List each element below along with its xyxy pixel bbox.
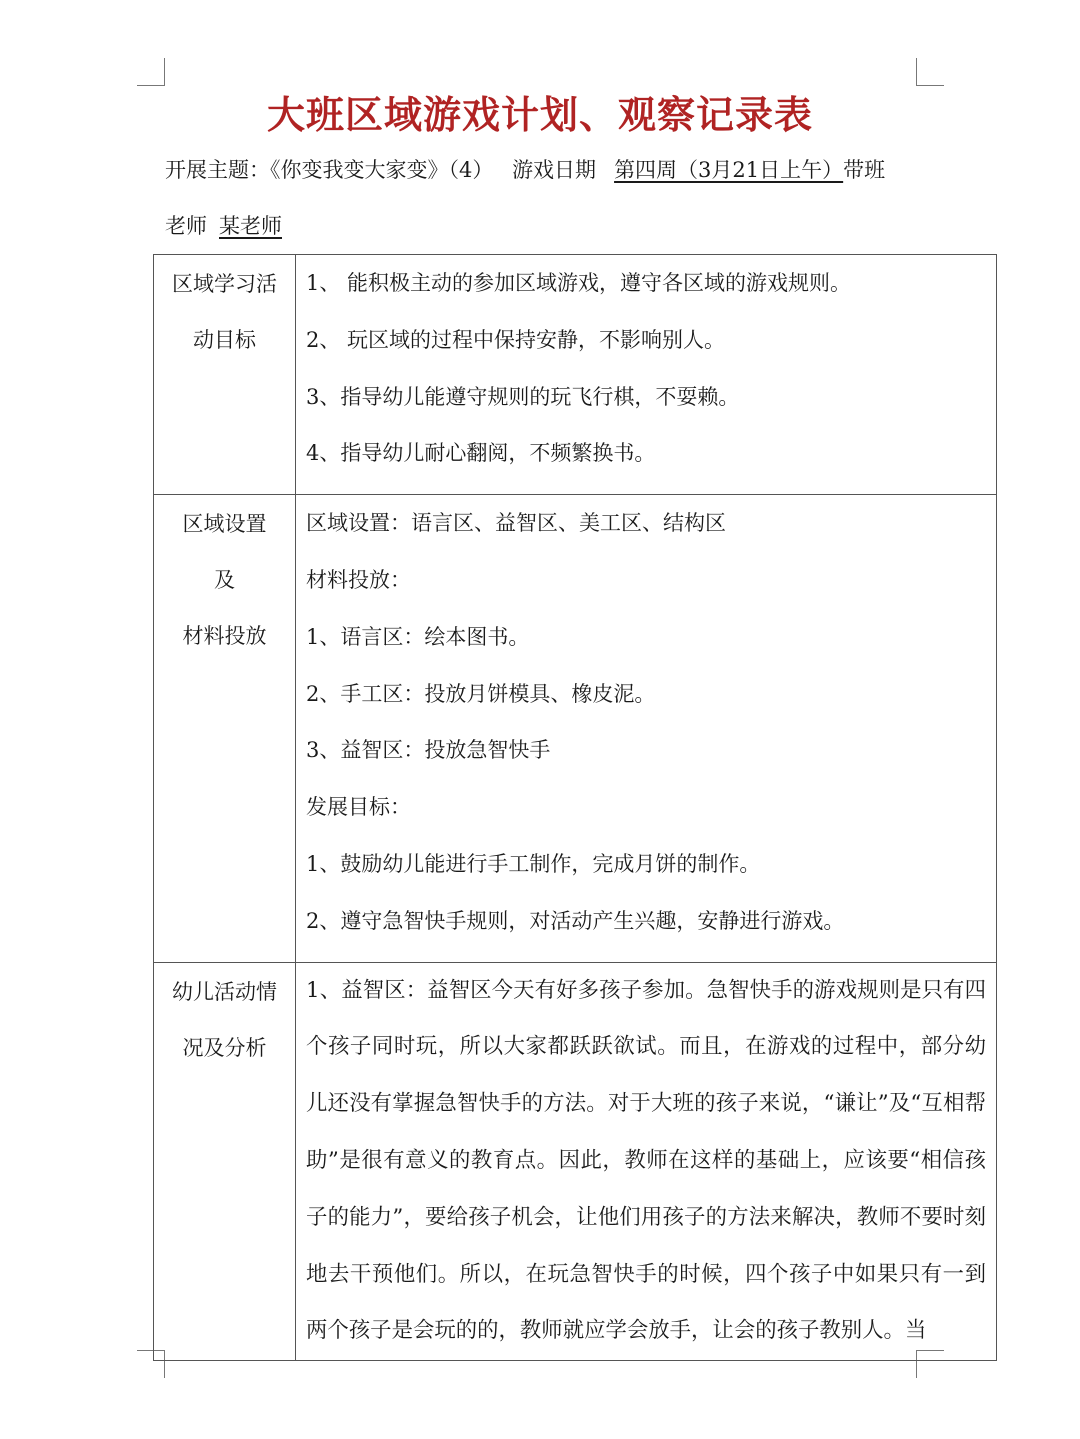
analysis-label-line: 况及分析: [182, 1035, 267, 1060]
date-value: 第四周（3月21日上午）: [614, 158, 844, 182]
meta-line-2: [165, 210, 312, 240]
setup-label-line: 区域设置: [182, 512, 267, 537]
goals-label-line: 区域学习活: [172, 272, 277, 296]
setup-item: 2、遵守急智快手规则，对活动产生兴趣，安静进行游戏。: [306, 908, 845, 933]
setup-item: 材料投放：: [306, 567, 411, 592]
goal-item: 3、指导幼儿能遵守规则的玩飞行棋，不耍赖。: [306, 384, 740, 409]
setup-label-line: 及: [214, 568, 235, 593]
row-analysis: [154, 962, 997, 1360]
analysis-label: [154, 962, 296, 1360]
goals-label-line: 动目标: [193, 328, 256, 352]
setup-item: 1、鼓励幼儿能进行手工制作，完成月饼的制作。: [306, 851, 761, 876]
record-table: [153, 254, 997, 1361]
teacher-value: 某老师: [219, 214, 282, 238]
setup-label: [154, 495, 296, 962]
goal-item: 1、 能积极主动的参加区域游戏，遵守各区域的游戏规则。: [306, 271, 852, 295]
theme-label: 开展主题：: [165, 158, 270, 182]
goals-content: [296, 255, 997, 495]
date-value-underline: [596, 158, 843, 182]
setup-content: [296, 495, 997, 962]
row-setup: [154, 495, 997, 962]
crop-mark-top-right: [916, 58, 944, 86]
theme-value: 《你变我变大家变》（4）: [270, 158, 494, 182]
analysis-text: 1、益智区：益智区今天有好多孩子参加。急智快手的游戏规则是只有四个孩子同时玩，所以大家都跃跃欲试。而且，在游戏的过程中，部分幼儿还没有掌握急智快手的方法。对于大班的孩子来说，“谦让”及“互相帮助”是很有意义的教育点。因此，教师在这样的基础上，应该要“相信孩子的能力”，要给孩子机会，让他们用孩子的方法来解决，教师不要时刻地去干预他们。所以，在玩急智快手的时候，四个孩子中如果只有一到两个孩子是会玩的的，教师就应学会放手，让会的孩子教别人。当: [306, 977, 986, 1344]
setup-item: 区域设置：语言区、益智区、美工区、结构区: [306, 511, 726, 536]
date-label: 游戏日期: [512, 158, 597, 182]
goals-label: [154, 255, 296, 495]
crop-mark-top-left: [137, 58, 165, 86]
goal-item: 2、 玩区域的过程中保持安静，不影响别人。: [306, 327, 726, 352]
document-title: 大班区域游戏计划、观察记录表: [266, 92, 813, 137]
setup-item: 发展目标：: [306, 795, 411, 820]
analysis-label-line: 幼儿活动情: [172, 979, 277, 1004]
goal-item: 4、指导幼儿耐心翻阅，不频繁换书。: [306, 441, 656, 466]
setup-item: 1、语言区：绘本图书。: [306, 624, 530, 649]
setup-item: 3、益智区：投放急智快手: [306, 738, 551, 763]
teacher-label-part2: 老师: [165, 214, 207, 238]
row-goals: [154, 255, 997, 495]
setup-label-line: 材料投放: [182, 624, 267, 649]
analysis-content: [296, 962, 997, 1360]
meta-line-1: [165, 154, 885, 184]
setup-item: 2、手工区：投放月饼模具、橡皮泥。: [306, 681, 656, 706]
teacher-label-part1: 带班: [843, 158, 886, 182]
teacher-value-underline: [207, 214, 312, 238]
